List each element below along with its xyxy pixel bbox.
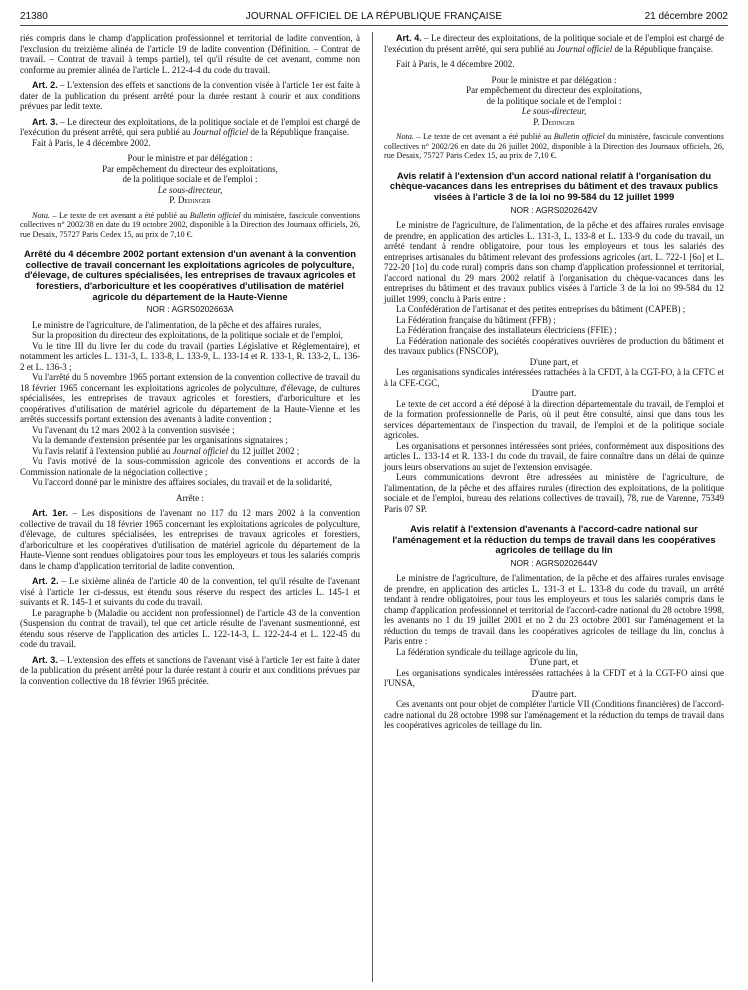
nor-reference: NOR : AGRS0202642V — [510, 204, 598, 215]
signature-line: Pour le ministre et par délégation : — [491, 74, 617, 85]
left-column — [20, 33, 360, 686]
fait-line: Fait à Paris, le 4 décembre 2002. — [396, 59, 515, 69]
bulletin-ref: Bulletin officiel — [553, 132, 605, 141]
article-text: – L'extension des effets et sanctions de la convention visée à l'article 1er est faite à dater de la publication du présent arrêté pour la durée restant à courir et aux conditions prévues par ledit texte. — [20, 80, 360, 111]
visa: Vu l'arrêté du 5 novembre 1965 portant extension de la convention collective de travail du 18 février 1965 concernant les exploitations agricoles de polyculture, d'élevage, de cultures spécialisées, les entreprises de travaux agricoles et forestiers, d'arboriculture et les coopératives d'utilisation de matériel agricole du département de la Haute-Vienne et les arrêtés successifs portant extension des avenants à ladite convention ; — [20, 372, 360, 425]
article-text: – Le directeur des exploitations, de la politique sociale et de l'emploi est chargé de l'exécution du présent arrêté, qui sera publié au — [20, 116, 360, 137]
fait-line: Fait à Paris, le 4 décembre 2002. — [32, 137, 151, 148]
paragraph: La Fédération française du bâtiment (FFB) ; — [396, 314, 556, 325]
paragraph: Les organisations syndicales intéressées rattachées à la CFDT, à la CGT-FO, à la CFTC et à la CFE-CGC, — [384, 367, 724, 388]
party-line: D'une part, et — [529, 657, 579, 668]
party-line: D'autre part. — [531, 688, 577, 699]
issue-date: 21 décembre 2002 — [644, 11, 728, 22]
signature-line: Par empêchement du directeur des exploitations, — [466, 85, 642, 95]
visa: Vu l'avis motivé de la sous-commission agricole des conventions et accords de la Commission nationale de la négociation collective ; — [20, 456, 360, 477]
paragraph: Ces avenants ont pour objet de compléter l'article VII (Conditions financières) de l'accord-cadre national du 28 octobre 1998 sur l'aménagement et la réduction du temps de travail dans les coopératives agricoles de teillage du lin. — [384, 699, 724, 731]
nor-reference: NOR : AGRS0202663A — [146, 304, 234, 315]
nota-label: Nota. — [32, 210, 50, 220]
right-column — [384, 33, 724, 731]
article-text: de la République française. — [248, 127, 349, 137]
paragraph: La Fédération française des installateurs électriciens (FFIE) ; — [396, 325, 617, 336]
paragraph: La Confédération de l'artisanat et des petites entreprises du bâtiment (CAPEB) ; — [396, 304, 686, 315]
article-1 — [20, 508, 360, 571]
journal-ref: Journal officiel — [556, 43, 613, 54]
journal-title: JOURNAL OFFICIEL DE LA RÉPUBLIQUE FRANÇAISE — [245, 11, 503, 22]
article-text: – L'extension des effets et sanctions de l'avenant visé à l'article 1er est faite à dater de la publication du présent arrêté pour la durée restant à courir et aux conditions prévues par la convention collective du 18 février 1965 précitée. — [20, 654, 361, 686]
nota-text: du ministère, fascicule conventions collectives n° 2002/26 en date du 26 juillet 2002, disponible à la Direction des Journaux officiels, 26, rue Desaix, 75727 Paris Cedex 15, au prix de 7,10 €. — [384, 132, 724, 161]
decree-heading: Arrêté du 4 décembre 2002 portant extension d'un avenant à la convention collective de travail concernant les exploitations agricoles de polyculture, d'élevage, de cultures spécialisées, les entreprises de travaux agricoles et forestiers, d'arboriculture et les coopératives d'utilisation de matériel agricole du département de la Haute-Vienne — [23, 248, 356, 302]
signature-title: Le sous-directeur, — [521, 106, 587, 116]
article-label: Art. 1er. — [32, 508, 68, 519]
article-label: Art. 3. — [32, 116, 58, 127]
article-label: Art. 2. — [32, 80, 58, 90]
article-text: – Le directeur des exploitations, de la politique sociale et de l'emploi est chargé de l'exécution du présent arrêté, qui sera publié au — [384, 33, 724, 54]
visa: Sur la proposition du directeur des exploitations, de la politique sociale et de l'emploi, — [32, 330, 343, 341]
article-4 — [384, 33, 724, 54]
signatory-name: P. Dedinger — [169, 195, 211, 205]
paragraph: Le ministre de l'agriculture, de l'alimentation, de la pêche et des affaires rurales envisage de prendre, en application des articles L. 131-3 et L. 133-8 du code du travail, un arrêté tendant à rendre obligatoires, pour tous les employeurs et tous les salariés compris dans le champ d'application professionnel et territorial de l'accord-cadre national du 28 octobre 1998, les avenants no 1 du 19 juillet 2001 et no 2 du 23 octobre 2001 sur l'aménagement et la réduction du temps de travail dans les coopératives agricoles de teillage du lin, conclus à Paris entre : — [384, 573, 724, 647]
journal-ref: Journal officiel — [172, 445, 229, 456]
party-line: D'une part, et — [529, 356, 579, 367]
paragraph: Les organisations et personnes intéressées sont priées, conformément aux dispositions des articles L. 133-14 et R. 133-1 du code du travail, de faire connaître dans un délai de quinze jours leurs observations au sujet de l'extension envisagée. — [384, 440, 724, 472]
signature-line: de la politique sociale et de l'emploi : — [122, 174, 258, 184]
column-divider — [372, 32, 373, 982]
paragraph: Le paragraphe b (Maladie ou accident non professionnel) de l'article 43 de la convention (Suspension du contrat de travail), tel que cet article résulte de l'avenant susmentionné, est étendu sous réserve de l'application des articles L. 122-14-3, L. 122-24-4 et L. 122-45 du code du travail. — [20, 607, 360, 650]
nota-text: – Le texte de cet avenant a été publié au — [49, 210, 190, 220]
nota-text: du ministère, fascicule conventions collectives n° 2002/38 en date du 19 octobre 2002, disponible à la Direction des Journaux officiels, 26, rue Desaix, 75727 Paris Cedex 15, au prix de 7,10 €. — [20, 210, 360, 239]
journal-ref: Journal officiel — [192, 127, 249, 137]
bulletin-ref: Bulletin officiel — [189, 210, 241, 220]
paragraph: Les organisations syndicales intéressées rattachées à la CFDT et à la CGT-FO ainsi que l'UNSA, — [384, 667, 724, 689]
paragraph: Le ministre de l'agriculture, de l'alimentation, de la pêche et des affaires rurales envisage de prendre, en application des articles L. 131-3, L. 133-8 et L. 133-9 du code du travail, un arrêté tendant à rendre obligatoire, pour tous les employeurs et tous les salariés des entreprises artisanales du bâtiment relevant des professions agricoles (art. L. 722-1 [6o] et L. 722-20 [1o] du code rural) compris dans son champ d'application professionnel et territorial, l'accord national du 29 mars 2002 relatif à l'organisation du chèque-vacances dans les entreprises du bâtiment et des travaux publics visées à l'article 3 de la loi no 99-584 du 12 juillet 1999, conclu à Paris entre : — [384, 220, 724, 304]
paragraph: La Fédération nationale des sociétés coopératives ouvrières de production du bâtiment et des travaux publics (FNSCOP), — [384, 335, 724, 357]
article-2 — [20, 80, 360, 112]
article-label: Art. 4. — [396, 33, 422, 43]
article-2 — [20, 576, 360, 608]
article-text: – Les dispositions de l'avenant no 117 du 12 mars 2002 à la convention collective de travail du 18 février 1965 concernant les exploitations agricoles de polyculture, d'élevage, de cultures spécialisées, les entreprises de travaux agricoles et forestiers, d'arboriculture et les coopératives d'utilisation de matériel agricole du département de la Haute-Vienne sont rendues obligatoires pour tous les employeurs et tous les salariés compris dans le champ d'application territorial de ladite convention. — [20, 508, 361, 571]
article-text: de la République française. — [612, 43, 713, 54]
page-header — [20, 8, 728, 26]
visa: Le ministre de l'agriculture, de l'alimentation, de la pêche et des affaires rurales, — [32, 319, 322, 330]
nota — [384, 132, 724, 161]
paragraph: Leurs communications devront être adressées au ministère de l'agriculture, de l'alimentation, de la pêche et des affaires rurales (direction des exploitations, de la politique sociale et de l'emploi, bureau des relations collectives de travail), 78, rue de Varenne, 75349 Paris 07 SP. — [384, 472, 724, 514]
nota-text: – Le texte de cet avenant a été publié au — [413, 132, 554, 141]
signature-title: Le sous-directeur, — [157, 184, 223, 195]
paragraph: Le texte de cet accord a été déposé à la direction départementale du travail, de l'emploi et de la formation professionnelle de Paris, où il peut être consulté, ainsi que dans tous les services départementaux de l'inspection du travail, de l'emploi et de la politique sociale agricoles. — [384, 398, 724, 441]
notice-heading: Avis relatif à l'extension d'un accord national relatif à l'organisation du chèque-vacances dans les entreprises du bâtiment et des travaux publics visées à l'article 3 de la loi no 99-584 du 12 juillet 1999 — [389, 169, 719, 202]
signatory-name: P. Dedinger — [533, 116, 575, 127]
signature-line: Pour le ministre et par délégation : — [127, 153, 253, 163]
article-3 — [20, 655, 360, 687]
signature-line: Par empêchement du directeur des exploitations, — [102, 163, 278, 174]
visa: Vu l'avenant du 12 mars 2002 à la convention susvisée ; — [32, 424, 235, 435]
visa: Vu le titre III du livre Ier du code du travail (parties Législative et Réglementaire), et notamment les articles L. 131-3, L. 133-8, L. 133-9, L. 133-14 et R. 133-1, R. 133-2, L. 136-2 et L. 136-3 ; — [20, 340, 360, 372]
page-number: 21380 — [20, 11, 48, 22]
visa: Vu la demande d'extension présentée par les organisations signataires ; — [32, 435, 288, 446]
article-label: Art. 3. — [32, 654, 58, 665]
paragraph: riés compris dans le champ d'application professionnel et territorial de ladite convention, à l'exclusion du treizième alinéa de l'article 19 de ladite convention (Définition. – Contrat de travail. – Contrat de travail à temps partiel), tel qu'il résulte de cet avenant, comme non conforme au premier alinéa de l'article L. 212-4-4 du code du travail. — [20, 33, 360, 75]
party-line: D'autre part. — [531, 388, 577, 399]
notice-heading: Avis relatif à l'extension d'avenants à l'accord-cadre national sur l'aménagement et la réduction du temps de travail dans les coopératives agricoles de teillage du lin — [392, 523, 716, 556]
visa-text: du 12 juillet 2002 ; — [228, 445, 300, 456]
arrete-label: Arrête : — [176, 492, 204, 503]
visa: Vu l'accord donné par le ministre des affaires sociales, du travail et de la solidarité, — [32, 477, 332, 488]
nota — [20, 211, 360, 240]
nota-label: Nota. — [396, 132, 414, 141]
visa — [20, 446, 360, 457]
article-3 — [20, 117, 360, 138]
article-label: Art. 2. — [32, 576, 59, 587]
signature-line: de la politique sociale et de l'emploi : — [486, 95, 622, 106]
paragraph: La fédération syndicale du teillage agricole du lin, — [396, 646, 578, 657]
nor-reference: NOR : AGRS0202644V — [510, 557, 598, 568]
article-text: – Le sixième alinéa de l'article 40 de la convention, tel qu'il résulte de l'avenant visé à l'article 1er ci-dessus, est étendu sous réserve du respect des articles L. 145-1 et suivants et R. 145-1 et suivants du code du travail. — [20, 576, 361, 608]
visa-text: Vu l'avis relatif à l'extension publié au — [32, 445, 173, 456]
